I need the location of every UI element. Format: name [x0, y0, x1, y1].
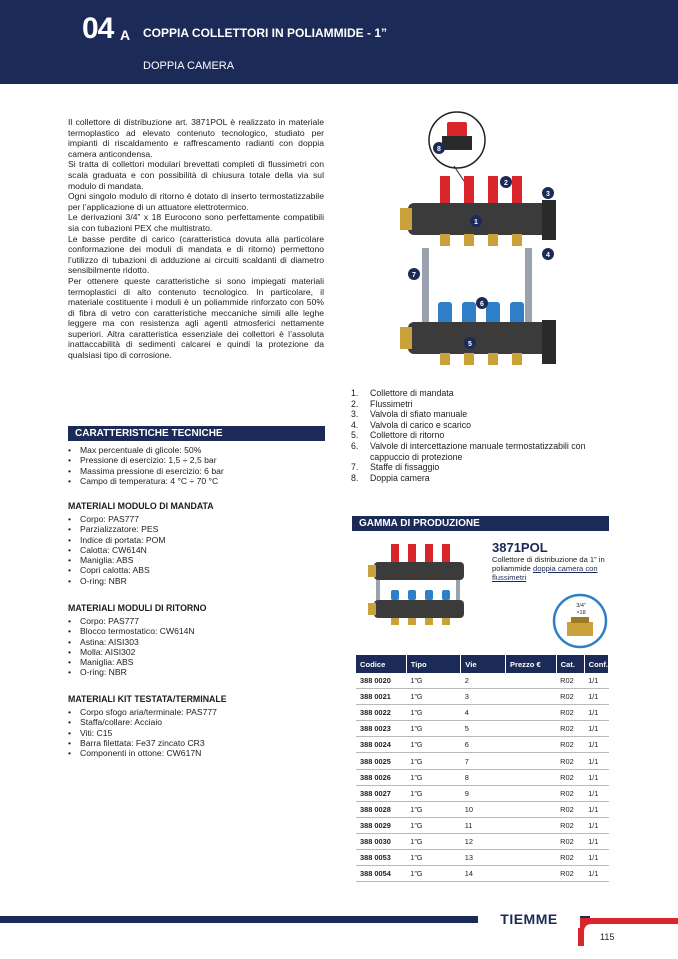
table-cell	[505, 785, 556, 801]
list-item: • Maniglia: ABS	[68, 555, 324, 565]
intro-paragraph: Il collettore di distribuzione art. 3871POL è realizzato in materiale termoplastico ad elevato contenuto tecnologico, studiato per impianti di riscaldamento e raffrescamento radianti con doppia camera anticondensa.	[68, 117, 324, 159]
table-cell: 1”G	[406, 753, 461, 769]
table-cell: 4	[461, 705, 506, 721]
chapter-letter: A	[120, 27, 131, 43]
connection-badge	[552, 593, 608, 649]
table-cell: 1”G	[406, 769, 461, 785]
list-item: • Indice di portata: POM	[68, 535, 324, 545]
table-cell: 6	[461, 737, 506, 753]
col-tipo: Tipo	[406, 655, 461, 673]
table-row	[356, 785, 609, 801]
table-cell: R02	[556, 833, 584, 849]
brand-logo: TIEMME	[478, 910, 580, 928]
kit-list	[68, 707, 324, 758]
legend-item: 6. Valvole di intercettazione manuale termostatizzabili con cappuccio di protezione	[351, 440, 586, 462]
table-row	[356, 850, 609, 866]
table-cell	[505, 801, 556, 817]
table-cell: 7	[461, 753, 506, 769]
page-subtitle: DOPPIA CAMERA	[143, 60, 235, 72]
table-cell: 1”G	[406, 817, 461, 833]
svg-text:3: 3	[546, 191, 550, 198]
callout-4	[542, 248, 554, 260]
table-cell: 10	[461, 801, 506, 817]
table-cell: R02	[556, 753, 584, 769]
table-cell	[505, 721, 556, 737]
table-cell	[505, 753, 556, 769]
table-cell: 1”G	[406, 850, 461, 866]
table-cell: 1/1	[584, 689, 608, 705]
table-cell: 1”G	[406, 721, 461, 737]
list-item: • Parzializzatore: PES	[68, 524, 324, 534]
table-cell: 1”G	[406, 689, 461, 705]
table-cell: 388 0053	[356, 850, 406, 866]
table-cell: 1/1	[584, 737, 608, 753]
col-conf: Conf.	[584, 655, 608, 673]
gamma-heading: GAMMA DI PRODUZIONE	[352, 516, 609, 531]
legend-item: 4. Valvola di carico e scarico	[351, 419, 472, 430]
kit-heading: MATERIALI KIT TESTATA/TERMINALE	[68, 694, 227, 704]
ritorno-block	[68, 603, 324, 678]
component-legend	[351, 388, 613, 483]
product-description: Collettore di distribuzione da 1” in poliammide doppia camera con flussimetri	[492, 555, 605, 582]
svg-text:8: 8	[437, 146, 441, 153]
page-title: COPPIA COLLETTORI IN POLIAMMIDE - 1”	[143, 26, 388, 40]
table-row	[356, 689, 609, 705]
intro-paragraph: Le basse perdite di carico (caratteristica dovuta alla particolare conformazione dei moduli di mandata e di ritorno) permettono l’utilizzo di tubazioni di adduzione ai circuiti scaldanti di diametro sensibilmente ridotto.	[68, 233, 324, 276]
table-cell: R02	[556, 801, 584, 817]
table-cell	[505, 769, 556, 785]
table-cell: 11	[461, 817, 506, 833]
table-cell: 1/1	[584, 753, 608, 769]
list-item: • Maniglia: ABS	[68, 657, 324, 667]
table-cell	[505, 673, 556, 689]
list-item: • Corpo sfogo aria/terminale: PAS777	[68, 707, 324, 717]
col-prezzo: Prezzo €	[505, 655, 556, 673]
svg-text:3/4”: 3/4”	[576, 603, 586, 609]
list-item: • Copri calotta: ABS	[68, 565, 324, 575]
callout-7	[408, 268, 420, 280]
table-cell: R02	[556, 705, 584, 721]
intro-paragraph: Si tratta di collettori modulari brevettati completi di flussimetri con scala graduata e con possibilità di chiusura totale della via sul modulo di mandata.	[68, 159, 324, 191]
codes-table	[356, 655, 609, 882]
legend-item: 3. Valvola di sfiato manuale	[351, 409, 468, 420]
intro-paragraph: Ogni singolo modulo di ritorno è dotato di inserto termostatizzabile per l’applicazione di un attuatore elettrotermico.	[68, 191, 324, 212]
callout-2	[500, 176, 512, 188]
svg-text:4: 4	[546, 252, 550, 259]
table-cell	[505, 705, 556, 721]
table-cell: 5	[461, 721, 506, 737]
tech-heading: CARATTERISTICHE TECNICHE	[68, 426, 325, 441]
table-cell: 1”G	[406, 785, 461, 801]
legend-item: 8. Doppia camera	[351, 472, 430, 483]
product-description-link: doppia camera con flussimetri	[492, 564, 598, 582]
list-item: • Max percentuale di glicole: 50%	[68, 445, 324, 455]
col-cat: Cat.	[556, 655, 584, 673]
table-cell: R02	[556, 689, 584, 705]
chapter-number: 04	[82, 12, 114, 45]
table-cell: 1/1	[584, 673, 608, 689]
table-cell: 1”G	[406, 673, 461, 689]
list-item: • Barra filettata: Fe37 zincato CR3	[68, 738, 324, 748]
table-cell: 388 0026	[356, 769, 406, 785]
table-row	[356, 817, 609, 833]
table-cell: 388 0054	[356, 866, 406, 882]
table-cell	[505, 850, 556, 866]
product-thumbnail	[356, 538, 486, 628]
table-cell: R02	[556, 737, 584, 753]
table-cell: 388 0023	[356, 721, 406, 737]
table-row	[356, 737, 609, 753]
intro-paragraph: Per ottenere queste caratteristiche si sono impiegati materiali termoplastici di alto contenuto tecnologico. In particolare, il materiale costituente i moduli è un poliammide rinforzato con 50% di fibra di vetro con caratteristiche meccaniche simili alle leghe leggere ma con resistenza agli agenti atmosferici nettamente superiori. Altra caratteristica essenziale dei collettori è l’assoluta inattaccabilità di sedimenti calcarei e quindi la protezione da qualsiasi tipo di corrosione.	[68, 275, 324, 361]
page-number: 115	[600, 932, 615, 942]
table-cell: 388 0030	[356, 833, 406, 849]
table-row	[356, 769, 609, 785]
table-cell: 388 0021	[356, 689, 406, 705]
footer-swoosh	[576, 912, 678, 946]
svg-text:1: 1	[474, 219, 478, 226]
list-item: • O-ring: NBR	[68, 576, 324, 586]
table-cell	[505, 817, 556, 833]
table-cell: 388 0022	[356, 705, 406, 721]
svg-text:6: 6	[480, 301, 484, 308]
table-cell: 1/1	[584, 785, 608, 801]
table-cell: 388 0024	[356, 737, 406, 753]
table-row	[356, 866, 609, 882]
list-item: • Staffa/collare: Acciaio	[68, 717, 324, 727]
table-cell: 1/1	[584, 817, 608, 833]
svg-text:×18: ×18	[576, 610, 586, 616]
callout-6	[476, 297, 488, 309]
kit-block	[68, 694, 324, 758]
list-item: • Calotta: CW614N	[68, 545, 324, 555]
table-cell: 12	[461, 833, 506, 849]
table-cell: 13	[461, 850, 506, 866]
svg-text:7: 7	[412, 272, 416, 279]
table-row	[356, 753, 609, 769]
table-cell: 388 0025	[356, 753, 406, 769]
table-cell: 1/1	[584, 721, 608, 737]
legend-item: 2. Flussimetri	[351, 398, 413, 409]
table-cell: R02	[556, 769, 584, 785]
table-cell	[505, 737, 556, 753]
list-item: • Massima pressione di esercizio: 6 bar	[68, 466, 324, 476]
table-cell	[505, 866, 556, 882]
svg-text:5: 5	[468, 341, 472, 348]
table-row	[356, 801, 609, 817]
tech-list	[68, 445, 324, 486]
table-cell: 388 0020	[356, 673, 406, 689]
table-cell: 1/1	[584, 769, 608, 785]
table-cell: 1”G	[406, 737, 461, 753]
table-cell: 1”G	[406, 705, 461, 721]
table-cell: R02	[556, 850, 584, 866]
table-body	[356, 673, 609, 882]
table-cell: 388 0027	[356, 785, 406, 801]
table-cell: R02	[556, 866, 584, 882]
table-cell: 1/1	[584, 833, 608, 849]
table-cell: 1”G	[406, 866, 461, 882]
intro-paragraph: Le derivazioni 3/4” x 18 Eurocono sono perfettamente compatibili sia con tubazioni PEX che multistrato.	[68, 212, 324, 233]
list-item: • Viti: C15	[68, 728, 324, 738]
legend-item: 1. Collettore di mandata	[351, 388, 454, 398]
table-cell: R02	[556, 817, 584, 833]
legend-item: 5. Collettore di ritorno	[351, 430, 445, 441]
table-cell: 1/1	[584, 866, 608, 882]
list-item: • Molla: AISI302	[68, 647, 324, 657]
list-item: • Corpo: PAS777	[68, 616, 324, 626]
callout-1	[470, 215, 482, 227]
table-cell: 388 0029	[356, 817, 406, 833]
list-item: • Astina: AISI303	[68, 637, 324, 647]
table-row	[356, 705, 609, 721]
table-cell	[505, 833, 556, 849]
table-cell: 3	[461, 689, 506, 705]
page-header	[0, 0, 678, 84]
ritorno-heading: MATERIALI MODULI DI RITORNO	[68, 603, 207, 613]
table-cell: 1/1	[584, 705, 608, 721]
list-item: • Campo di temperatura: 4 °C ÷ 70 °C	[68, 476, 324, 486]
table-row	[356, 721, 609, 737]
list-item: • Pressione di esercizio: 1,5 ÷ 2,5 bar	[68, 455, 324, 465]
table-cell: 9	[461, 785, 506, 801]
product-code: 3871POL	[492, 540, 548, 555]
manifold-product-image	[392, 108, 572, 378]
table-cell: R02	[556, 673, 584, 689]
intro-text	[68, 117, 324, 361]
table-cell: 8	[461, 769, 506, 785]
table-cell: 14	[461, 866, 506, 882]
table-row	[356, 673, 609, 689]
table-cell: 1/1	[584, 850, 608, 866]
col-codice: Codice	[356, 655, 406, 673]
callout-3	[542, 187, 554, 199]
callout-5	[464, 337, 476, 349]
list-item: • Blocco termostatico: CW614N	[68, 626, 324, 636]
list-item: • Corpo: PAS777	[68, 514, 324, 524]
table-header-row	[356, 655, 609, 673]
table-cell: 2	[461, 673, 506, 689]
mandata-block	[68, 501, 324, 586]
table-cell: 1/1	[584, 801, 608, 817]
mandata-heading: MATERIALI MODULO DI MANDATA	[68, 501, 214, 511]
table-cell: 1”G	[406, 833, 461, 849]
table-cell	[505, 689, 556, 705]
callout-8	[433, 142, 445, 154]
list-item: • Componenti in ottone: CW617N	[68, 748, 324, 758]
svg-text:2: 2	[504, 180, 508, 187]
table-cell: R02	[556, 785, 584, 801]
table-cell: R02	[556, 721, 584, 737]
legend-item: 7. Staffe di fissaggio	[351, 462, 440, 473]
ritorno-list	[68, 616, 324, 678]
col-vie: Vie	[461, 655, 506, 673]
table-row	[356, 833, 609, 849]
tech-list-block	[68, 445, 324, 486]
table-cell: 1”G	[406, 801, 461, 817]
list-item: • O-ring: NBR	[68, 667, 324, 677]
table-cell: 388 0028	[356, 801, 406, 817]
mandata-list	[68, 514, 324, 586]
